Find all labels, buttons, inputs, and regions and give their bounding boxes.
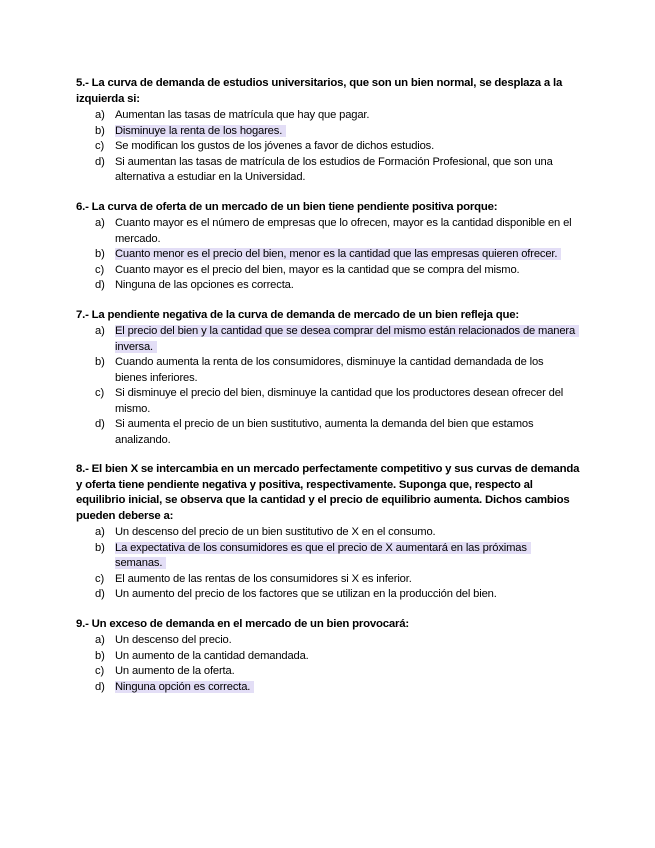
option-a xyxy=(76,108,581,124)
question-title: 9.- Un exceso de demanda en el mercado de un bien provocará: xyxy=(76,617,409,630)
option-d xyxy=(76,587,581,603)
option-text: Un aumento de la oferta. xyxy=(115,665,235,677)
option-letter: c) xyxy=(95,665,105,677)
option-letter: d) xyxy=(95,418,105,430)
option-letter: c) xyxy=(95,140,105,152)
option-b xyxy=(76,541,581,572)
option-b xyxy=(76,124,581,140)
option-letter: a) xyxy=(95,526,105,538)
option-b xyxy=(76,355,581,386)
question-9 xyxy=(76,617,581,696)
option-text: Ninguna de las opciones es correcta. xyxy=(115,279,294,291)
option-c xyxy=(76,572,581,588)
option-letter: b) xyxy=(95,356,105,368)
option-letter: d) xyxy=(95,279,105,291)
option-text: Si aumenta el precio de un bien sustitutivo, aumenta la demanda del bien que estamos analizando. xyxy=(115,418,534,446)
option-letter: c) xyxy=(95,263,105,276)
option-c xyxy=(76,263,581,279)
option-b xyxy=(76,247,581,263)
option-letter: d) xyxy=(95,155,105,168)
question-title: 6.- La curva de oferta de un mercado de un bien tiene pendiente positiva porque: xyxy=(76,200,498,213)
option-text: Un descenso del precio. xyxy=(115,634,232,646)
option-c xyxy=(76,139,581,155)
option-text: Un aumento del precio de los factores que se utilizan en la producción del bien. xyxy=(115,588,497,600)
option-text: Aumentan las tasas de matrícula que hay que pagar. xyxy=(115,109,370,121)
option-letter: c) xyxy=(95,387,105,399)
option-d xyxy=(76,417,581,448)
option-letter: d) xyxy=(95,588,105,600)
option-letter: b) xyxy=(95,248,105,260)
option-letter: b) xyxy=(95,124,105,137)
option-text: Un descenso del precio de un bien sustitutivo de X en el consumo. xyxy=(115,526,436,538)
option-d xyxy=(76,680,581,696)
option-text: El aumento de las rentas de los consumidores si X es inferior. xyxy=(115,572,412,585)
option-text: Se modifican los gustos de los jóvenes a favor de dichos estudios. xyxy=(115,140,435,152)
options-list xyxy=(76,324,581,448)
option-letter: a) xyxy=(95,325,105,337)
question-7 xyxy=(76,308,581,449)
option-letter: d) xyxy=(95,680,105,693)
option-text: Si aumentan las tasas de matrícula de los estudios de Formación Profesional, que son una alternativa a estudiar en la Universidad. xyxy=(115,155,553,183)
option-d xyxy=(76,155,581,186)
option-letter: b) xyxy=(95,541,105,554)
option-c xyxy=(76,386,581,417)
option-b xyxy=(76,649,581,665)
options-list xyxy=(76,216,581,294)
question-8 xyxy=(76,462,581,603)
document-page xyxy=(76,76,581,710)
question-title: 7.- La pendiente negativa de la curva de demanda de mercado de un bien refleja que: xyxy=(76,308,519,321)
option-letter: b) xyxy=(95,649,105,662)
option-text: Si disminuye el precio del bien, disminuye la cantidad que los productores desean ofrecer del mismo. xyxy=(115,387,564,415)
option-text: Cuanto mayor es el número de empresas que lo ofrecen, mayor es la cantidad disponible en el mercado. xyxy=(115,217,572,245)
options-list xyxy=(76,633,581,695)
option-a xyxy=(76,525,581,541)
option-letter: a) xyxy=(95,634,105,646)
option-c xyxy=(76,664,581,680)
option-d xyxy=(76,278,581,294)
option-a xyxy=(76,216,581,247)
option-a xyxy=(76,633,581,649)
option-letter: a) xyxy=(95,109,105,121)
option-letter: c) xyxy=(95,572,105,585)
options-list xyxy=(76,108,581,186)
option-text-highlighted: Ninguna opción es correcta. xyxy=(115,681,254,693)
option-text: Cuando aumenta la renta de los consumidores, disminuye la cantidad demandada de los bienes inferiores. xyxy=(115,356,544,384)
option-a xyxy=(76,324,581,355)
option-text: Un aumento de la cantidad demandada. xyxy=(115,649,309,662)
question-5 xyxy=(76,76,581,186)
option-text-highlighted: Cuanto menor es el precio del bien, menor es la cantidad que las empresas quieren ofrecer. xyxy=(115,248,561,260)
question-title: 5.- La curva de demanda de estudios universitarios, que son un bien normal, se desplaza a la izquierda si: xyxy=(76,77,563,105)
option-text-highlighted: La expectativa de los consumidores es que el precio de X aumentará en las próximas semanas. xyxy=(115,542,531,570)
question-title: 8.- El bien X se intercambia en un mercado perfectamente competitivo y sus curvas de demanda y oferta tiene pendiente negativa y positiva, respectivamente. Suponga que, respecto al equilibrio inicial, se observa que la cantidad y el precio de equilibrio aumenta. Dichos cambios pueden deberse a: xyxy=(76,463,580,522)
option-letter: a) xyxy=(95,217,105,229)
option-text-highlighted: Disminuye la renta de los hogares. xyxy=(115,125,286,137)
question-6 xyxy=(76,200,581,294)
option-text: Cuanto mayor es el precio del bien, mayor es la cantidad que se compra del mismo. xyxy=(115,263,520,276)
option-text-highlighted: El precio del bien y la cantidad que se desea comprar del mismo están relacionados de manera inversa. xyxy=(115,325,579,353)
options-list xyxy=(76,525,581,603)
